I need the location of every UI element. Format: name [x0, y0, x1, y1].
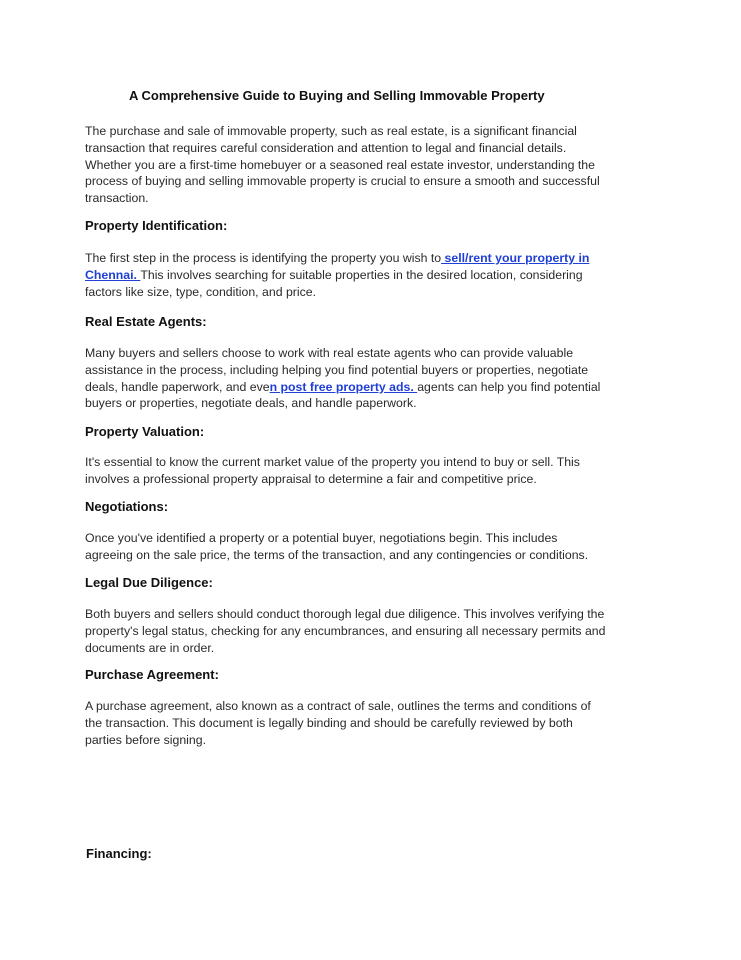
heading-purchase-agreement: Purchase Agreement:	[85, 667, 219, 682]
negotiations-line-2: agreeing on the sale price, the terms of the transaction, and any contingencies or conditions.	[85, 547, 589, 562]
legal-line-1: Both buyers and sellers should conduct thorough legal due diligence. This involves verifying the	[85, 607, 605, 621]
identification-paragraph	[85, 250, 650, 300]
identification-text: The first step in the process is identifying the property you wish to	[85, 251, 442, 265]
document-title: A Comprehensive Guide to Buying and Selling Immovable Property	[129, 88, 545, 103]
identification-line-2	[85, 267, 650, 284]
agents-line-2: assistance in the process, including helping you find potential buyers or properties, negotiate	[85, 362, 589, 377]
intro-line: The purchase and sale of immovable property, such as real estate, is a significant financial	[85, 124, 577, 138]
heading-negotiations: Negotiations:	[85, 499, 169, 514]
valuation-paragraph	[85, 454, 650, 488]
heading-property-valuation: Property Valuation:	[85, 424, 205, 439]
agents-line-4: buyers or properties, negotiate deals, and handle paperwork.	[85, 396, 417, 411]
intro-paragraph	[85, 123, 650, 207]
heading-legal-due-diligence: Legal Due Diligence:	[85, 575, 213, 590]
agents-paragraph	[85, 345, 650, 412]
negotiations-paragraph	[85, 530, 650, 564]
post-free-property-ads-link[interactable]: n post free property ads.	[269, 379, 418, 394]
intro-line: process of buying and selling immovable property is crucial to ensure a smooth and successful	[85, 174, 600, 189]
legal-line-3: documents are in order.	[85, 640, 215, 655]
agents-text: deals, handle paperwork, and eve	[85, 379, 270, 394]
identification-line-3: factors like size, type, condition, and price.	[85, 284, 317, 299]
valuation-line-2: involves a professional property appraisal to determine a fair and competitive price.	[85, 471, 537, 486]
negotiations-line-1: Once you've identified a property or a potential buyer, negotiations begin. This includes	[85, 531, 558, 545]
intro-line: Whether you are a first-time homebuyer or a seasoned real estate investor, understanding the	[85, 157, 595, 172]
intro-line: transaction.	[85, 191, 149, 206]
agents-line-1: Many buyers and sellers choose to work with real estate agents who can provide valuable	[85, 346, 574, 360]
legal-line-2: property's legal status, checking for any encumbrances, and ensuring all necessary permits and	[85, 623, 606, 638]
heading-financing: Financing:	[86, 846, 152, 861]
agreement-line-3: parties before signing.	[85, 732, 206, 747]
valuation-line-1: It's essential to know the current market value of the property you intend to buy or sell. This	[85, 455, 580, 469]
heading-real-estate-agents: Real Estate Agents:	[85, 314, 207, 329]
legal-paragraph	[85, 606, 650, 656]
identification-line-1	[85, 250, 650, 267]
agents-text: agents can help you find potential	[417, 379, 601, 394]
intro-line: transaction that requires careful consideration and attention to legal and financial details.	[85, 140, 567, 155]
agreement-line-1: A purchase agreement, also known as a contract of sale, outlines the terms and conditions of	[85, 699, 591, 713]
identification-text: This involves searching for suitable properties in the desired location, considering	[140, 267, 583, 282]
heading-property-identification: Property Identification:	[85, 218, 228, 233]
agreement-line-2: the transaction. This document is legally binding and should be carefully reviewed by both	[85, 715, 573, 730]
agreement-paragraph	[85, 698, 650, 748]
sell-rent-property-link[interactable]: sell/rent your property in	[441, 251, 590, 265]
chennai-link[interactable]: Chennai.	[85, 267, 141, 282]
agents-line-3	[85, 379, 650, 396]
